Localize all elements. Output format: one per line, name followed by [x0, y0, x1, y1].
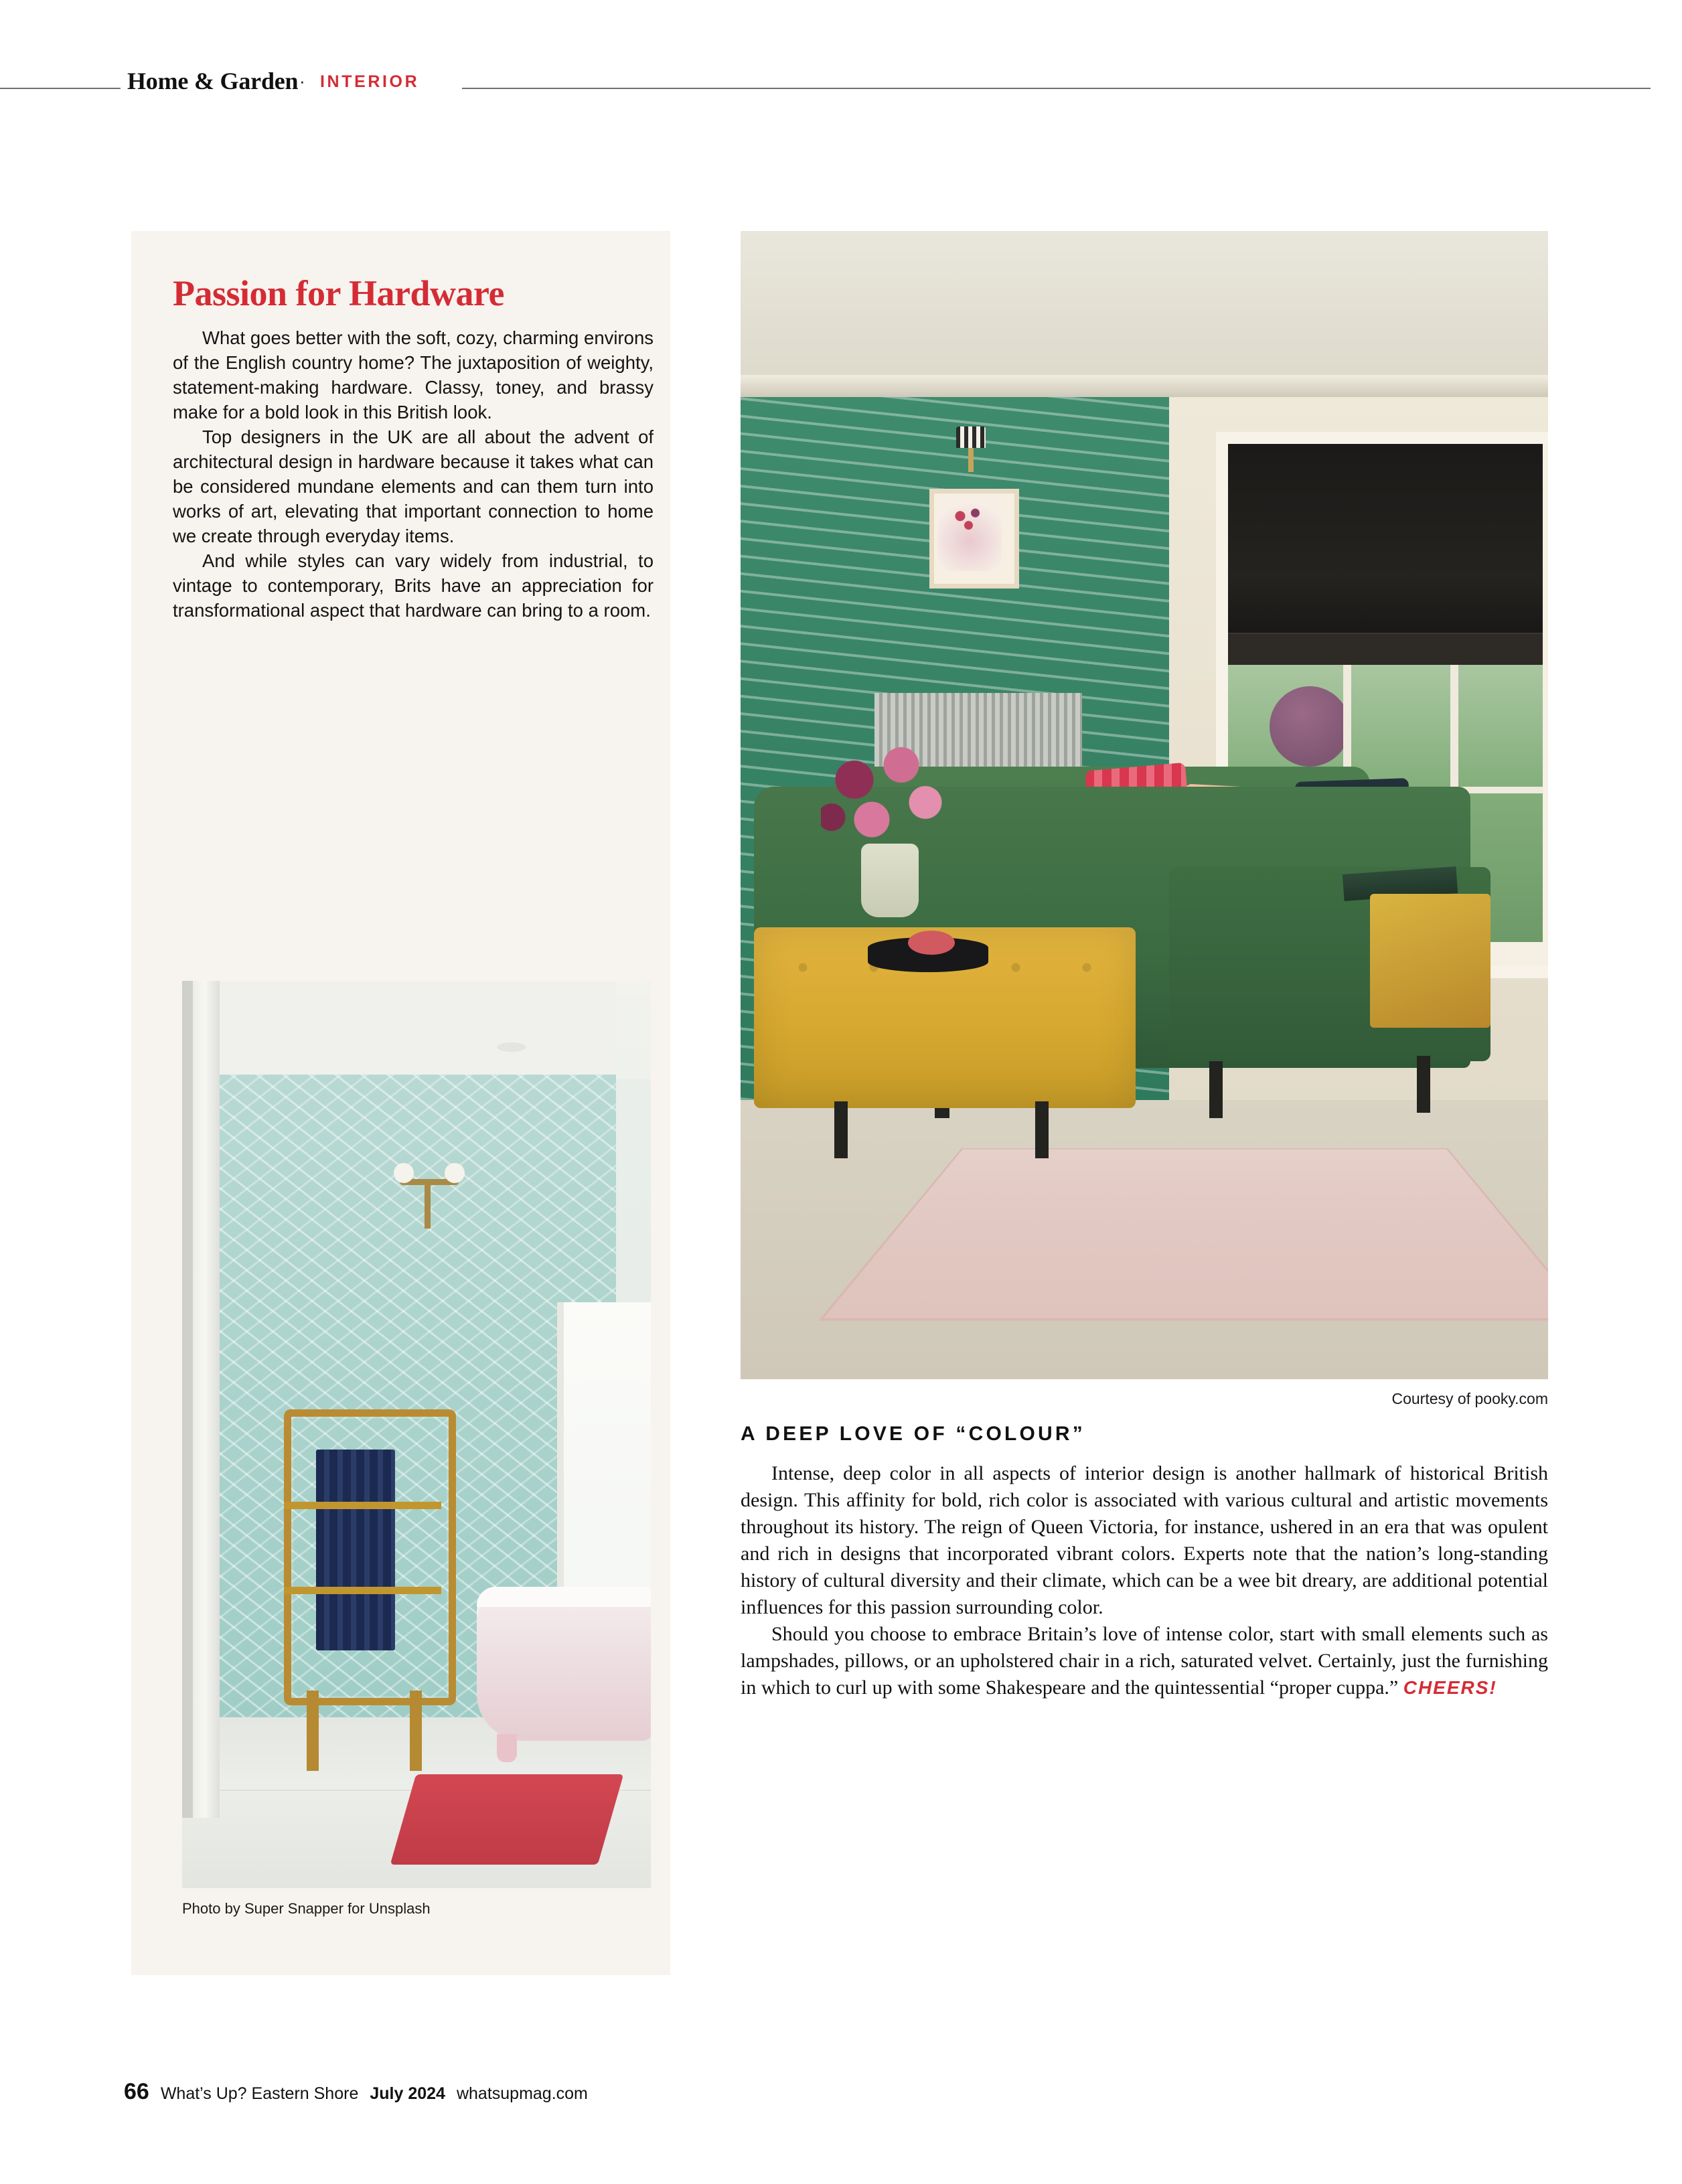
living-room-black-blind — [1228, 444, 1543, 665]
living-room-ceiling — [741, 231, 1548, 385]
bathroom-tub-rim — [477, 1587, 651, 1607]
right-photo-credit: Courtesy of pooky.com — [1391, 1390, 1548, 1407]
living-room-flower-arrangement — [821, 740, 955, 854]
right-column — [741, 231, 1548, 1701]
living-room-bowl — [908, 931, 955, 955]
right-column-body — [741, 1460, 1548, 1701]
body-paragraph: What goes better with the soft, cozy, charming environs of the English country home? The juxtaposition of weighty, statement-making hardware. Classy, toney, and brassy make for a bold look in this British look. — [173, 327, 654, 422]
living-room-ottoman-leg — [1035, 1101, 1049, 1158]
bathroom-clawfoot-tub — [477, 1587, 651, 1741]
header-section-label: INTERIOR — [320, 72, 420, 91]
bathroom-towel-rail-foot — [410, 1691, 422, 1771]
bathroom-photo — [182, 981, 651, 1888]
living-room-vase — [861, 844, 919, 917]
left-column-body — [173, 326, 654, 623]
living-room-sofa-leg — [1209, 1061, 1223, 1118]
bathroom-sconce-stem — [425, 1182, 431, 1229]
header-rule-left — [0, 88, 121, 89]
article-headline: Passion for Hardware — [173, 273, 504, 313]
left-column-content — [173, 275, 654, 623]
living-room-throw-blanket — [1370, 894, 1490, 1028]
page-header — [0, 67, 1682, 114]
header-separator-dot: · — [299, 71, 305, 91]
living-room-sconce-arm — [968, 448, 974, 472]
body-paragraph: And while styles can vary widely from industrial, to vintage to contemporary, Brits have an appreciation for transformational aspect that hardware can bring to a room. — [173, 550, 654, 621]
page-number: 66 — [124, 2079, 149, 2104]
section-subhead: A DEEP LOVE OF “COLOUR” — [741, 1423, 1085, 1445]
cheers-exclamation: CHEERS! — [1403, 1677, 1497, 1699]
bathroom-sconce-bulb-left — [394, 1163, 414, 1183]
bathroom-towel-rail-foot — [307, 1691, 319, 1771]
living-room-sofa-leg — [1417, 1056, 1430, 1113]
bathroom-towel-rail-bar — [284, 1502, 441, 1509]
living-room-photo — [741, 231, 1548, 1379]
body-paragraph: Top designers in the UK are all about the advent of architectural design in hardware because it takes what can be considered mundane elements and can them turn into works of art, elevating that important connection to home we create through everyday items. — [173, 426, 654, 546]
body-paragraph-text: Should you choose to embrace Britain’s love of intense color, start with small elements such as lampshades, pillows, or an upholstered chair in a rich, saturated velvet. Certainly, just the furnishing in which to curl up with some Shakespeare and the quintessential “proper cuppa.” — [741, 1623, 1548, 1699]
bathroom-sconce-bulb-right — [445, 1163, 465, 1183]
bathroom-towel-rail-bar — [284, 1587, 441, 1594]
bathroom-ceiling-light-icon — [497, 1042, 526, 1052]
bathroom-red-mat — [390, 1774, 624, 1865]
living-room-striped-sconce — [956, 426, 986, 448]
header-rule-right — [462, 88, 1651, 89]
living-room-garden-shrub — [1270, 686, 1350, 767]
footer-magazine-name: What’s Up? Eastern Shore — [160, 2084, 359, 2103]
living-room-blind-fold — [1228, 633, 1543, 666]
bathroom-door-edge — [182, 981, 193, 1818]
living-room-cornice — [741, 375, 1548, 398]
bathroom-brass-towel-rail — [284, 1409, 456, 1705]
bathroom-tub-foot — [497, 1734, 517, 1762]
body-paragraph: Intense, deep color in all aspects of interior design is another hallmark of historical British design. This affinity for bold, rich color is associated with various cultural and artistic movements throughout its history. The reign of Queen Victoria, for instance, ushered in an era that was opulent and rich in designs that incorporated vibrant colors. Experts note that the nation’s long-standing history of cultural diversity and their climate, which can be a wee bit dreary, are additional potential influences for this passion surrounding color. — [741, 1462, 1548, 1619]
living-room-art-flowers — [953, 507, 987, 538]
left-photo-caption: Photo by Super Snapper for Unsplash — [182, 1900, 431, 1917]
living-room-ottoman-leg — [834, 1101, 848, 1158]
bathroom-upper-wall — [217, 981, 616, 1076]
body-paragraph-with-closing — [741, 1621, 1548, 1701]
magazine-section-title: Home & Garden — [127, 68, 299, 94]
footer-website: whatsupmag.com — [456, 2084, 588, 2103]
footer-issue-date: July 2024 — [370, 2084, 445, 2103]
page-footer — [124, 2079, 588, 2105]
